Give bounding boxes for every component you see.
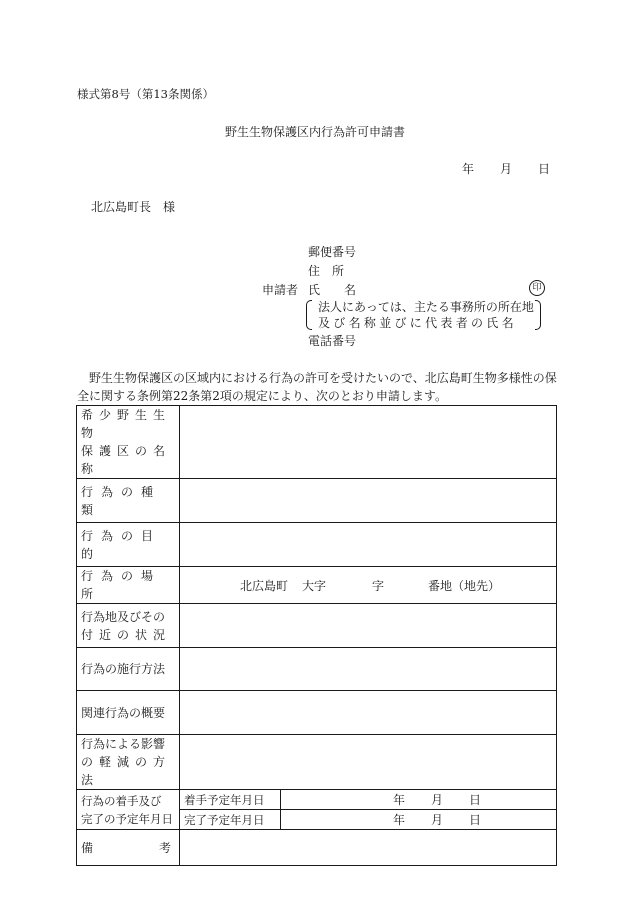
request-paragraph: 野生生物保護区の区域内における行為の許可を受けたいので、北広島町生物多様性の保全に関する条例第22条第2項の規定により、次のとおり申請します。 — [77, 371, 557, 403]
date-year: 年 — [462, 162, 475, 176]
value-end-date[interactable]: 年 月 日 — [281, 810, 557, 830]
form-number: 様式第8号（第13条関係） — [77, 87, 214, 101]
row-method — [77, 648, 557, 691]
row-mitigation — [77, 735, 557, 790]
corp-note-line1: 法人にあっては、主たる事務所の所在地 — [318, 300, 534, 314]
date-line — [462, 160, 550, 177]
seal-icon: 印 — [529, 280, 545, 296]
document-title: 野生生物保護区内行為許可申請書 — [224, 125, 405, 139]
label-site-status: 行為地及びその 付近の状況 — [77, 604, 180, 648]
value-mitigation[interactable] — [180, 735, 557, 790]
value-reserve-name[interactable] — [180, 406, 557, 479]
bracket-left — [306, 300, 312, 330]
date-day: 日 — [538, 162, 551, 176]
applicant-title: 申請者 — [262, 283, 299, 297]
row-remarks — [77, 830, 557, 866]
label-act-place: 行為の場所 — [77, 567, 180, 604]
phone-label: 電話番号 — [308, 334, 357, 348]
value-act-type[interactable] — [180, 479, 557, 523]
name-label: 氏 名 — [308, 283, 357, 297]
label-related: 関連行為の概要 — [77, 691, 180, 735]
label-schedule: 行為の着手及び 完了の予定年月日 — [77, 790, 180, 830]
row-site-status — [77, 604, 557, 648]
address-label: 住 所 — [308, 264, 345, 278]
date-month: 月 — [500, 162, 513, 176]
place-banchi: 番地（地先） — [428, 578, 501, 593]
label-reserve-name: 希少野生生物 保護区の名称 — [77, 406, 180, 479]
value-method[interactable] — [180, 648, 557, 691]
place-oaza: 大字 — [302, 578, 327, 593]
place-aza: 字 — [372, 578, 385, 593]
row-related — [77, 691, 557, 735]
row-act-type — [77, 479, 557, 523]
label-end-date: 完了予定年月日 — [180, 810, 281, 830]
value-remarks[interactable] — [180, 830, 557, 866]
application-table — [76, 405, 557, 866]
value-act-purpose[interactable] — [180, 523, 557, 567]
label-mitigation: 行為による影響 の軽減の方法 — [77, 735, 180, 790]
row-act-place — [77, 567, 557, 604]
value-site-status[interactable] — [180, 604, 557, 648]
value-start-date[interactable]: 年 月 日 — [281, 790, 557, 810]
row-act-purpose — [77, 523, 557, 567]
bracket-right — [535, 300, 541, 330]
place-town: 北広島町 — [240, 578, 289, 593]
postal-code-label: 郵便番号 — [308, 245, 357, 259]
label-start-date: 着手予定年月日 — [180, 790, 281, 810]
label-remarks: 備 考 — [77, 830, 180, 866]
value-act-place[interactable] — [180, 567, 557, 604]
label-method: 行為の施行方法 — [77, 648, 180, 691]
corp-note-line2: 及び名称並びに代表者の氏名 — [318, 316, 517, 330]
label-act-purpose: 行為の目的 — [77, 523, 180, 567]
label-act-type: 行為の種類 — [77, 479, 180, 523]
row-start-date — [77, 790, 557, 810]
addressee: 北広島町長 様 — [91, 200, 176, 214]
row-reserve-name — [77, 406, 557, 479]
value-related[interactable] — [180, 691, 557, 735]
